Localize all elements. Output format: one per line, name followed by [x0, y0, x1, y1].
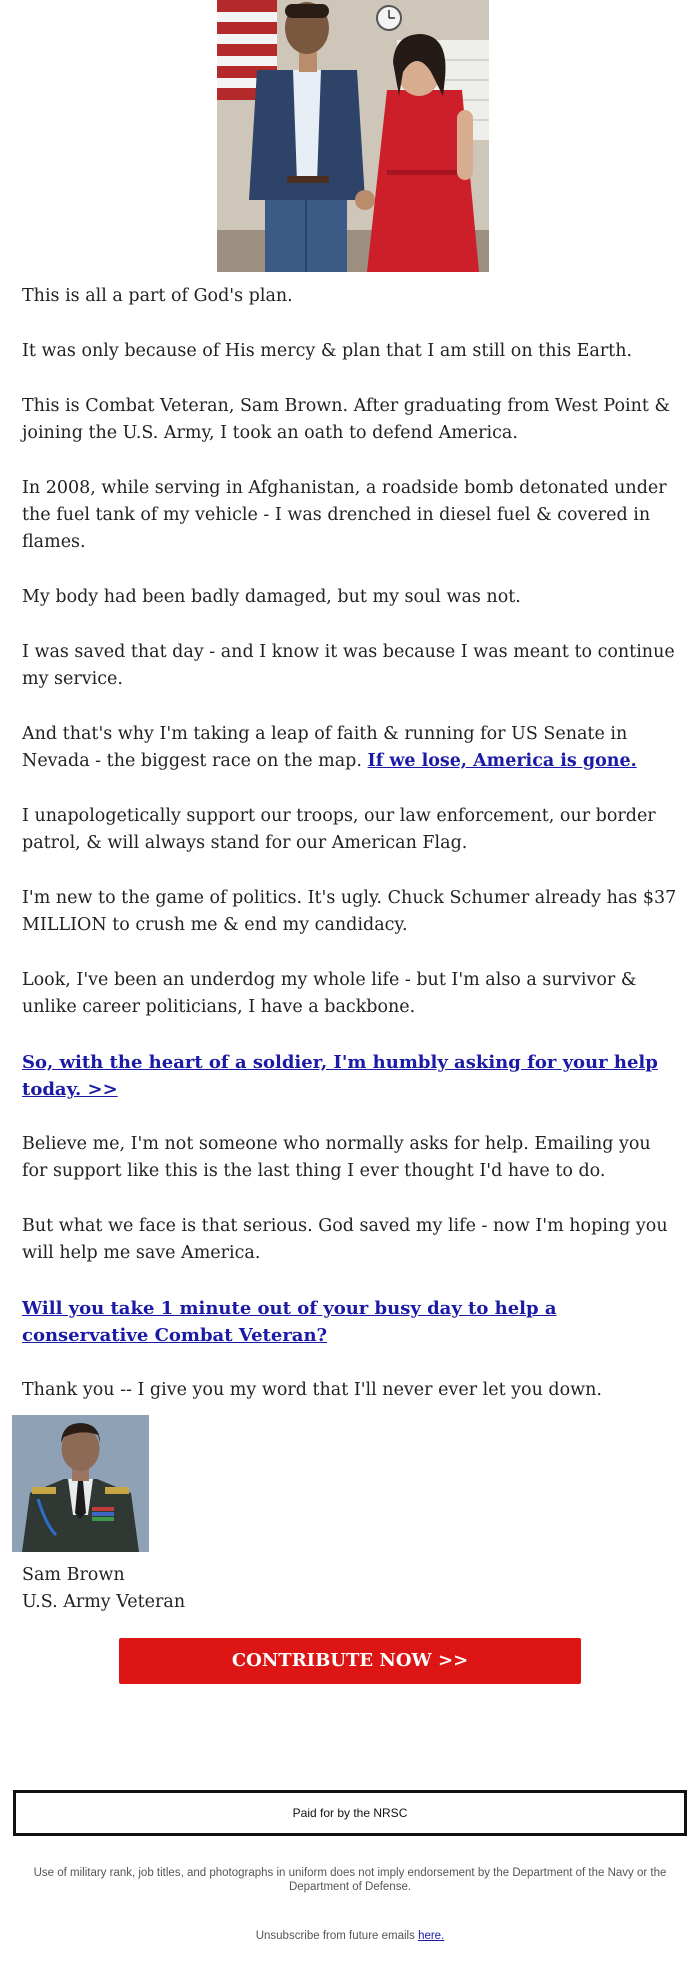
lose-america-link[interactable]: If we lose, America is gone. [367, 751, 637, 771]
signature [0, 1552, 700, 1616]
paragraph: It was only because of His mercy & plan that I am still on this Earth. [22, 341, 633, 361]
help-link-paragraph [22, 1049, 678, 1103]
paragraph: But what we face is that serious. God saved my life - now I'm hoping you will help me save America. [22, 1216, 668, 1263]
paragraph: I unapologetically support our troops, our law enforcement, our border patrol, & will always stand for our American Flag. [22, 806, 656, 853]
paragraph: In 2008, while serving in Afghanistan, a roadside bomb detonated under the fuel tank of my vehicle - I was drenched in diesel fuel & covered in flames. [22, 478, 667, 552]
senate-text: And that's why I'm taking a leap of faith & running for US Senate in Nevada - the biggest race on the map. [22, 724, 628, 771]
disclaimer-text: Use of military rank, job titles, and photographs in uniform does not imply endorsement by the Department of the Navy or the Department of Defense. [33, 1867, 667, 1893]
minute-link-paragraph [22, 1295, 678, 1349]
signature-title: U.S. Army Veteran [22, 1592, 186, 1612]
paragraph: Believe me, I'm not someone who normally asks for help. Emailing you for support like this is the last thing I ever thought I'd have to do. [22, 1134, 651, 1181]
one-minute-link[interactable]: Will you take 1 minute out of your busy day to help a conservative Combat Veteran? [22, 1298, 557, 1346]
unsubscribe-link[interactable]: here. [418, 1930, 445, 1942]
closing-paragraph: Thank you -- I give you my word that I'll never ever let you down. [22, 1380, 602, 1400]
unsubscribe-text: Unsubscribe from future emails [255, 1930, 415, 1942]
paragraph: This is all a part of God's plan. [22, 286, 293, 306]
paragraph: My body had been badly damaged, but my soul was not. [22, 587, 521, 607]
hero-section [0, 0, 700, 275]
paid-for-box: Paid for by the NRSC [13, 1790, 687, 1836]
hero-photo [217, 0, 489, 272]
paragraph: I'm new to the game of politics. It's ugly. Chuck Schumer already has $37 MILLION to crush me & end my candidacy. [22, 888, 677, 935]
message-body [0, 275, 700, 1404]
contribute-now-button[interactable]: CONTRIBUTE NOW >> [119, 1638, 581, 1684]
paragraph: This is Combat Veteran, Sam Brown. After graduating from West Point & joining the U.S. Army, I took an oath to defend America. [22, 396, 671, 443]
paragraph: Look, I've been an underdog my whole life - but I'm also a survivor & unlike career politicians, I have a backbone. [22, 970, 637, 1017]
signature-photo [12, 1415, 149, 1552]
paragraph: I was saved that day - and I know it was because I was meant to continue my service. [22, 642, 675, 689]
signature-name: Sam Brown [22, 1565, 125, 1585]
help-today-link[interactable]: So, with the heart of a soldier, I'm humbly asking for your help today. >> [22, 1052, 658, 1100]
senate-paragraph [22, 721, 678, 775]
unsubscribe-line [30, 1929, 670, 1943]
